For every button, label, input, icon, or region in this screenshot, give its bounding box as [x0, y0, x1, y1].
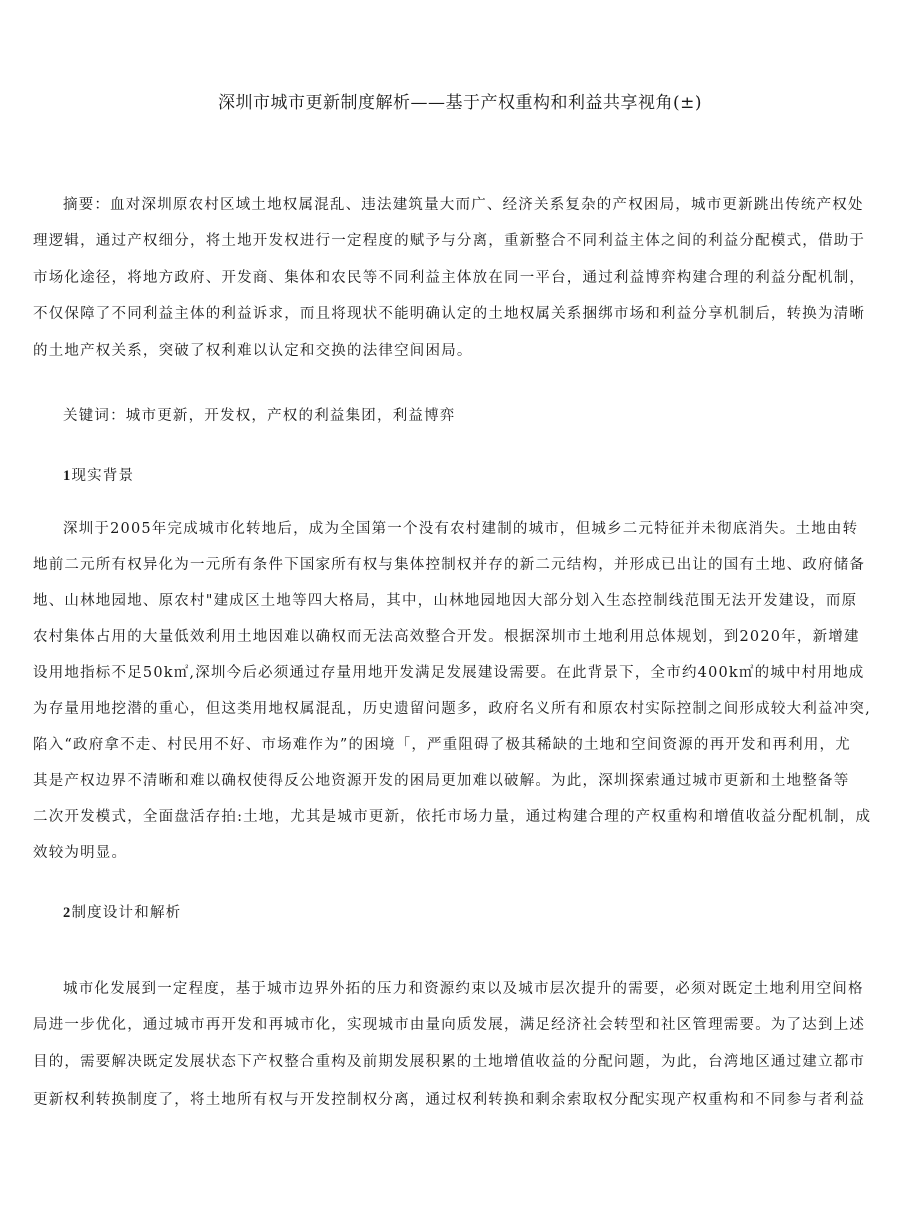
body-line: 城市化发展到一定程度，基于城市边界外拓的压力和资源约束以及城市层次提升的需要，必须对既定土地利用空间格 [63, 981, 864, 997]
body-line: 设用地指标不足50k㎡,深圳今后必须通过存量用地开发满足发展建设需要。在此背景下，全市约400k㎡的城中村用地成 [33, 665, 865, 681]
body-line: 为存量用地挖潜的重心，但这类用地权属混乱，历史遗留问题多，政府名义所有和原农村实际控制之间形成较大利益冲突, [33, 701, 871, 717]
abstract-line: 不仅保障了不同利益主体的利益诉求，而且将现状不能明确认定的土地权属关系捆绑市场和利益分享机制后，转换为清晰 [33, 306, 866, 322]
abstract-line: 市场化途径，将地方政府、开发商、集体和农民等不同利益主体放在同一平台，通过利益博弈构建合理的利益分配机制， [33, 270, 866, 286]
body-line: 陷入“政府拿不走、村民用不好、市场难作为”的困境「，严重阻碍了极其稀缺的土地和空间资源的再开发和再利用，尤 [33, 737, 851, 753]
body-line: 目的，需要解决既定发展状态下产权整合重构及前期发展积累的土地增值收益的分配问题，为此，台湾地区通过建立都市 [33, 1054, 866, 1070]
body-line: 深圳于2005年完成城市化转地后，成为全国第一个没有农村建制的城市，但城乡二元特征并未彻底消失。土地由转 [63, 521, 859, 537]
document-title: 深圳市城市更新制度解析——基于产权重构和利益共享视角(±) [217, 93, 702, 113]
section-number: 1 [63, 468, 72, 484]
section-heading-1 [63, 464, 134, 485]
body-line: 其是产权边界不清晰和难以确权使得反公地资源开发的困局更加难以破解。为此，深圳探索通过城市更新和土地整备等 [33, 773, 850, 789]
body-line: 地前二元所有权异化为一元所有条件下国家所有权与集体控制权并存的新二元结构，并形成已出让的国有土地、政府储备 [33, 557, 866, 573]
body-line: 局进一步优化，通过城市再开发和再城市化，实现城市由量向质发展，满足经济社会转型和社区管理需要。为了达到上述 [33, 1017, 866, 1033]
section-number: 2 [63, 905, 72, 921]
body-line: 地、山林地园地、原农村"建成区土地等四大格局，其中，山林地园地因大部分划入生态控制线范围无法开发建设，而原 [33, 593, 858, 609]
abstract-line: 理逻辑，通过产权细分，将土地开发权进行一定程度的赋予与分离，重新整合不同利益主体之间的利益分配模式，借助于 [33, 233, 866, 249]
body-line: 更新权利转换制度了，将土地所有权与开发控制权分离，通过权利转换和剩余索取权分配实现产权重构和不同参与者利益 [33, 1092, 866, 1108]
section-heading-2 [63, 901, 181, 922]
abstract-line: 摘要：血对深圳原农村区域土地权属混乱、违法建筑量大而广、经济关系复杂的产权困局，城市更新跳出传统产权处 [63, 197, 864, 213]
body-line: 农村集体占用的大量低效利用土地因难以确权而无法高效整合开发。根据深圳市土地利用总体规划，到2020年，新增建 [33, 629, 860, 645]
body-line: 效较为明显。 [33, 845, 128, 861]
keywords: 关键词：城市更新，开发权，产权的利益集团，利益博弈 [63, 408, 456, 424]
abstract-line: 的土地产权关系，突破了权利难以认定和交换的法律空间困局。 [33, 343, 473, 359]
section-title: 制度设计和解析 [71, 905, 182, 921]
section-title: 现实背景 [71, 468, 135, 484]
body-line: 二次开发模式，全面盘活存拍:土地，尤其是城市更新，依托市场力量，通过构建合理的产权重构和增值收益分配机制，成 [33, 809, 872, 825]
